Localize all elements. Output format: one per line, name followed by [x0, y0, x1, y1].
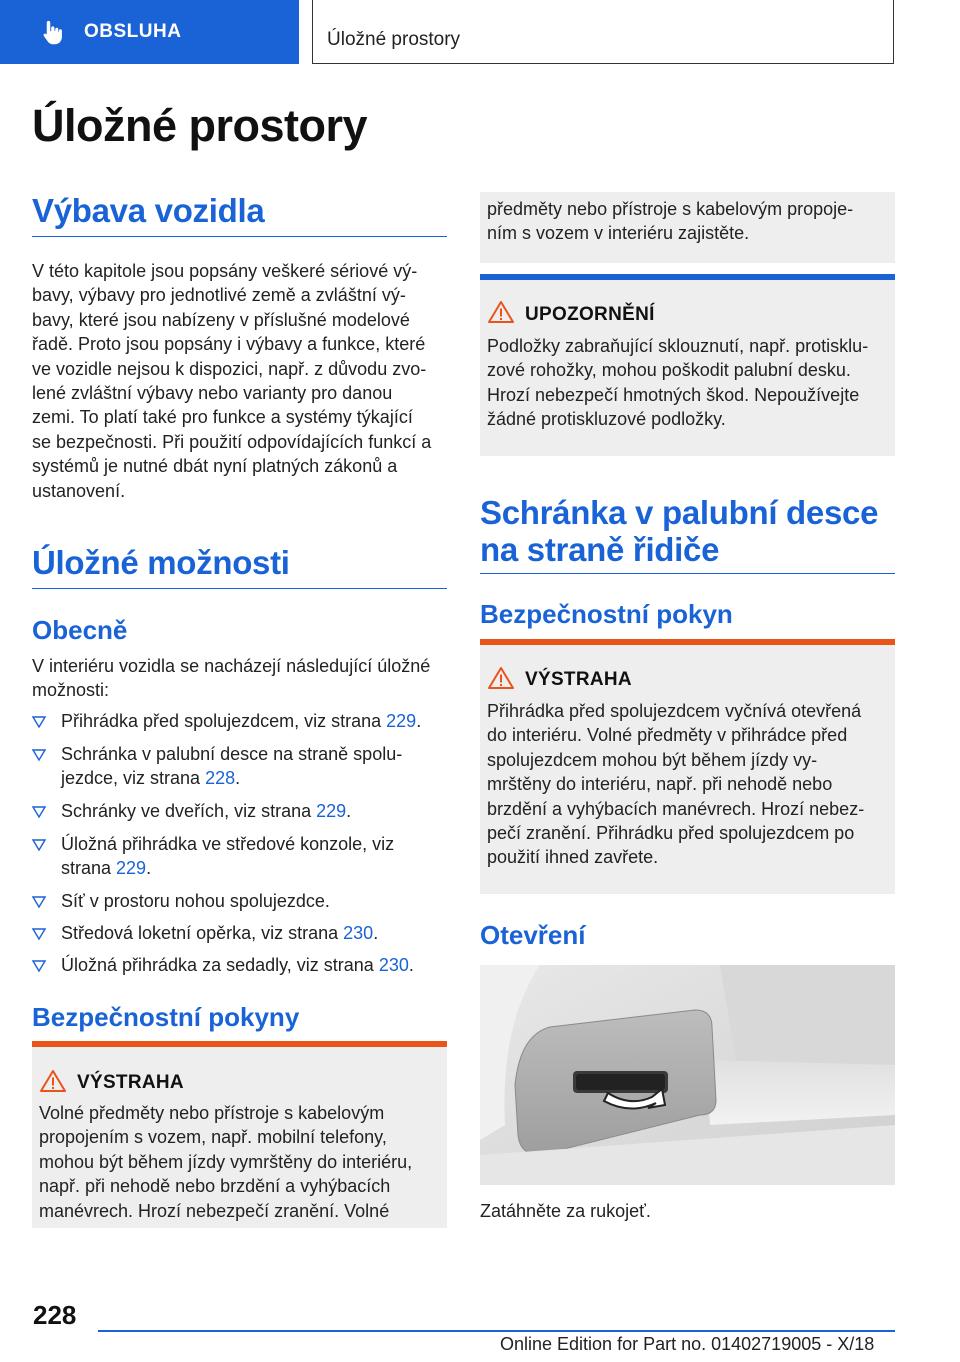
list-text: Středová loketní opěrka, viz strana [61, 923, 344, 943]
page-link[interactable]: 230 [343, 923, 374, 943]
heading-moznosti: Úložné možnosti [32, 544, 290, 581]
text-line: systémů je nutné dbát nyní platných zákonů a [32, 456, 398, 477]
text-line: ve vozidle nejsou k dispozici, např. z důvodu zvo- [32, 358, 427, 379]
list-text: Schránka v palubní desce na straně spolu- [61, 744, 403, 764]
triangle-bullet-icon [32, 895, 46, 909]
text-line: předměty nebo přístroje s kabelovým propoje- [487, 199, 854, 219]
heading-schranka [480, 494, 895, 568]
heading-vybava: Výbava vozidla [32, 192, 265, 229]
page-link[interactable]: 229 [386, 711, 417, 731]
text-line: propojením s vozem, např. mobilní telefony, [39, 1127, 387, 1148]
list-suffix: . [408, 955, 414, 975]
text-line: použití ihned zavřete. [487, 847, 659, 868]
divider [480, 573, 895, 574]
glovebox-photo [480, 965, 895, 1185]
text-line: spolujezdcem mohou být během jízdy vy- [487, 749, 818, 770]
text-line: lené zvláštní výbavy nebo varianty pro danou [32, 383, 393, 404]
footer-edition: Online Edition for Part no. 01402719005 - X/18 [500, 1334, 875, 1354]
section-tab[interactable] [0, 0, 299, 64]
heading-pokyn: Bezpečnostní pokyn [480, 599, 733, 629]
list-text: jezdce, viz strana [61, 768, 206, 789]
list-suffix: . [346, 801, 352, 821]
breadcrumb [312, 0, 894, 64]
text-line: manévrech. Hrozí nebezpečí zranění. Volné [39, 1200, 390, 1221]
footer-divider [98, 1330, 895, 1332]
divider [32, 588, 447, 589]
list-text: Úložná přihrádka ve středové konzole, viz [61, 834, 395, 854]
triangle-bullet-icon [32, 805, 46, 819]
text-line: Volné předměty nebo přístroje s kabelovým [39, 1103, 385, 1123]
text-line: ním s vozem v interiéru zajistěte. [487, 223, 750, 244]
triangle-bullet-icon [32, 838, 46, 852]
notice-bar [480, 274, 895, 280]
section-label: OBSLUHA [84, 21, 182, 42]
list-text: Přihrádka před spolujezdcem, viz strana [61, 711, 387, 731]
section-schranka [480, 494, 895, 574]
heading-line: Schránka v palubní desce [480, 494, 879, 531]
text-line: mrštěny do interiéru, např. při nehodě nebo [487, 774, 833, 795]
warning-box-continued [480, 192, 895, 263]
text-line: do interiéru. Volné předměty v přihrádce před [487, 725, 848, 746]
text-line: žádné protiskluzové podložky. [487, 409, 726, 430]
triangle-bullet-icon [32, 959, 46, 973]
heading-line: na straně řidiče [480, 531, 720, 568]
text-line: zové rohožky, mohou poškodit palubní desku. [487, 360, 851, 381]
warning-triangle-icon [488, 666, 514, 690]
warning-title: VÝSTRAHA [525, 669, 632, 690]
heading-obecne: Obecně [32, 615, 128, 645]
text-line: V této kapitole jsou popsány veškeré sériové vý- [32, 261, 418, 281]
warning-box [32, 1041, 447, 1228]
warning-box [480, 639, 895, 894]
glovebox-illustration [480, 965, 895, 1185]
notice-text [487, 334, 892, 432]
text-line: bavy, které jsou nabízeny v příslušné modelové [32, 309, 410, 330]
text-line: mohou být během jízdy vymrštěny do interiéru, [39, 1151, 413, 1172]
warning-title: VÝSTRAHA [77, 1072, 184, 1093]
page-number: 228 [33, 1300, 77, 1330]
list-suffix: . [146, 858, 152, 879]
text-line: Podložky zabraňující sklouznutí, např. protisklu- [487, 336, 869, 356]
page-title: Úložné prostory [32, 100, 368, 151]
text-line: možnosti: [32, 680, 110, 701]
text-line: ustanovení. [32, 480, 126, 501]
page-link[interactable]: 230 [378, 955, 409, 975]
list-suffix: . [416, 711, 422, 731]
list-text: strana [61, 858, 117, 879]
list-suffix: . [373, 923, 379, 943]
text-line: V interiéru vozidla se nacházejí následující úložné [32, 656, 431, 676]
text-line: Přihrádka před spolujezdcem vyčnívá otevřená [487, 701, 862, 721]
hand-icon [38, 18, 66, 46]
heading-otevreni: Otevření [480, 920, 586, 950]
text-line: zemi. To platí také pro funkce a systémy týkající [32, 407, 413, 428]
breadcrumb-text: Úložné prostory [327, 29, 461, 50]
photo-caption: Zatáhněte za rukojeť. [480, 1201, 651, 1221]
text-line: Hrozí nebezpečí hmotných škod. Nepoužívejte [487, 384, 860, 405]
text-line: brzdění a vyhýbacích manévrech. Hrozí nebez- [487, 798, 865, 819]
warning-text [39, 1101, 444, 1223]
section-moznosti [32, 544, 447, 589]
page-link[interactable]: 229 [316, 801, 347, 821]
divider [32, 236, 447, 237]
notice-title: UPOZORNĚNÍ [525, 304, 655, 325]
text-line: pečí zranění. Přihrádku před spolujezdcem po [487, 823, 855, 844]
section-vybava [32, 192, 447, 237]
triangle-bullet-icon [32, 748, 46, 762]
list-suffix: . [235, 768, 241, 789]
obecne-paragraph [32, 654, 452, 703]
page-link[interactable]: 229 [116, 858, 147, 879]
vybava-paragraph [32, 259, 452, 503]
warning-text [487, 197, 892, 246]
notice-box [480, 274, 895, 456]
text-line: např. při nehodě nebo brzdění a vyhýbacích [39, 1176, 391, 1197]
notice-triangle-icon [488, 300, 514, 324]
list-text: Úložná přihrádka za sedadly, viz strana [61, 955, 379, 975]
text-line: řadě. Proto jsou popsány i výbavy a funkce, které [32, 334, 426, 355]
warning-text [487, 699, 892, 870]
text-line: se bezpečnosti. Při použití odpovídajících funkcí a [32, 431, 432, 452]
warning-triangle-icon [40, 1069, 66, 1093]
text-line: bavy, výbavy pro jednotlivé země a zvláštní vý- [32, 285, 406, 306]
list-text: Schránky ve dveřích, viz strana [61, 801, 317, 821]
triangle-bullet-icon [32, 715, 46, 729]
heading-pokyny: Bezpečnostní pokyny [32, 1002, 300, 1032]
page-link[interactable]: 228 [205, 768, 236, 789]
list-text: Síť v prostoru nohou spolujezdce. [61, 891, 330, 911]
triangle-bullet-icon [32, 927, 46, 941]
warning-bar [480, 639, 895, 645]
warning-bar [32, 1041, 447, 1047]
